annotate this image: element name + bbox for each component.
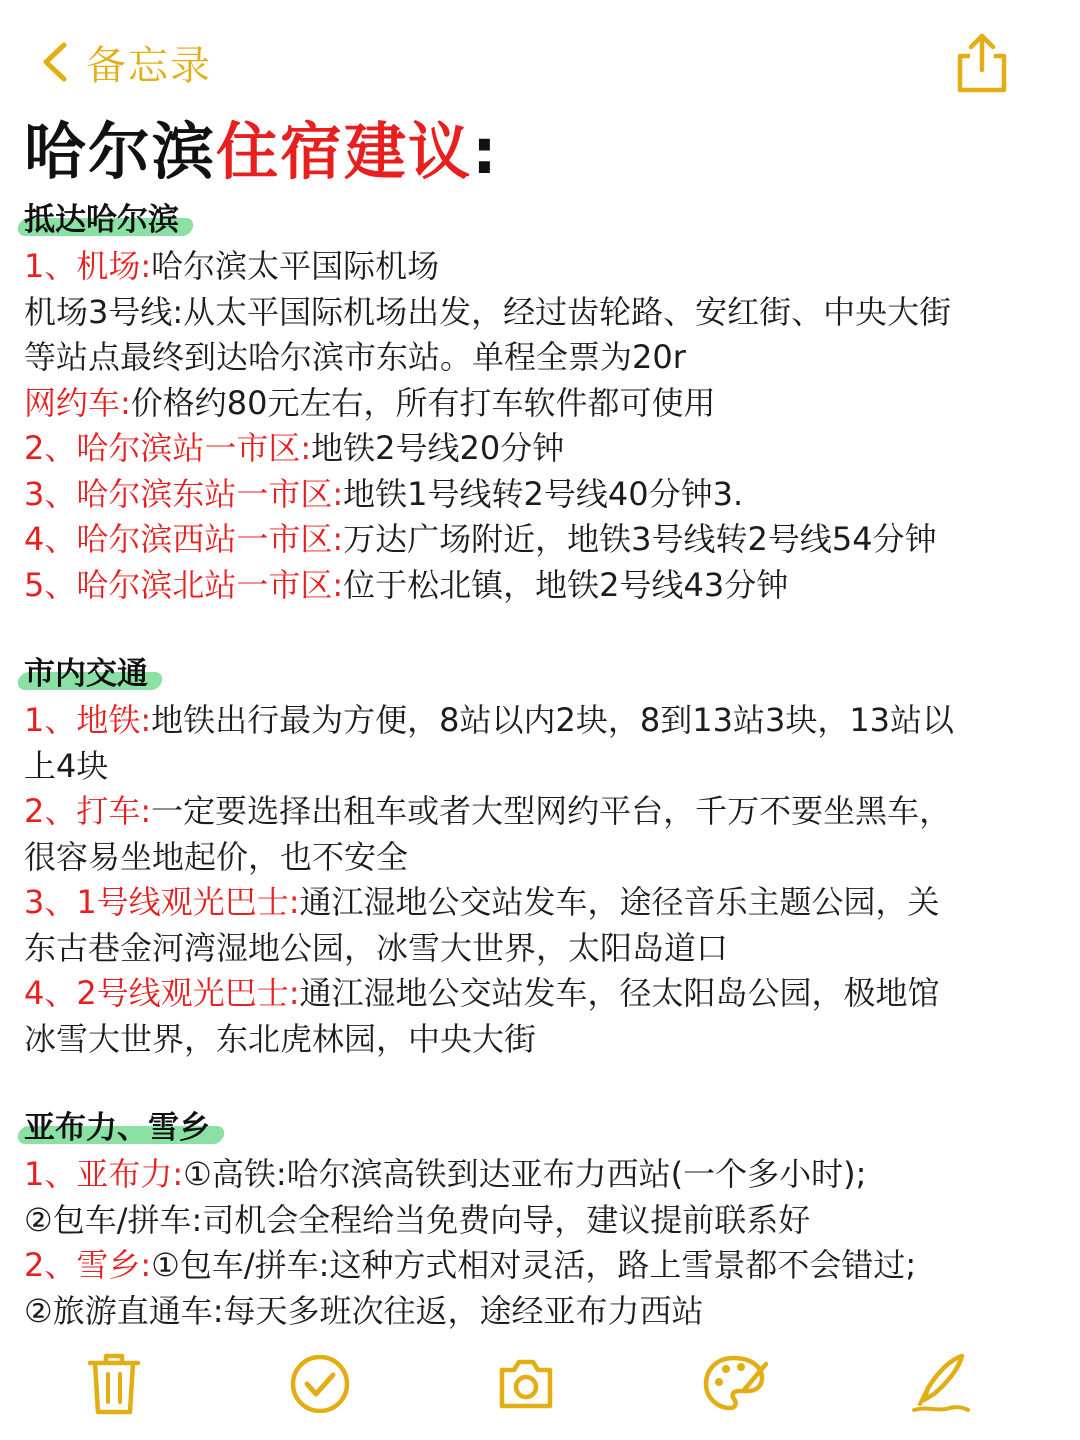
- paragraph-line: 东古巷金河湾湿地公园，冰雪大世界，太阳岛道口: [24, 928, 729, 967]
- checklist-button[interactable]: [286, 1346, 354, 1422]
- palette-icon: [700, 1346, 768, 1422]
- paragraph-line: ②旅游直通车:每天多班次往返，途经亚布力西站: [24, 1291, 704, 1330]
- top-bar: [0, 0, 1080, 120]
- back-button[interactable]: [38, 38, 212, 89]
- chevron-left-icon: [38, 40, 72, 84]
- section-heading-yabuli: 亚布力、雪乡: [24, 1104, 210, 1152]
- paragraph-line: 1、亚布力:①高铁:哈尔滨高铁到达亚布力西站(一个多小时);: [24, 1155, 867, 1193]
- paragraph-line: 3、1号线观光巴士:通江湿地公交站发车，途径音乐主题公园，关: [24, 883, 940, 921]
- share-icon: [950, 30, 1014, 96]
- title-suffix: :: [472, 115, 499, 188]
- paragraph-line: 2、打车:一定要选择出租车或者大型网约平台，千万不要坐黑车，: [24, 792, 952, 830]
- paragraph-line: 机场3号线:从太平国际机场出发，经过齿轮路、安红街、中央大街: [24, 292, 952, 331]
- title-highlight: 住宿建议: [216, 115, 473, 188]
- markup-button[interactable]: [700, 1346, 768, 1422]
- paragraph-line: 4、2号线观光巴士:通江湿地公交站发车，径太阳岛公园，极地馆: [24, 974, 940, 1012]
- paragraph-line: 上4块: [24, 746, 109, 785]
- paragraph-line: 1、地铁:地铁出行最为方便，8站以内2块，8到13站3块，13站以: [24, 701, 955, 739]
- paragraph-line: 等站点最终到达哈尔滨市东站。单程全票为20r: [24, 338, 686, 376]
- paragraph-line: 2、雪乡:①包车/拼车:这种方式相对灵活，路上雪景都不会错过;: [24, 1246, 917, 1284]
- checkmark-circle-icon: [286, 1346, 354, 1422]
- back-label: 备忘录: [86, 42, 212, 89]
- paragraph-line: 网约车:价格约80元左右，所有打车软件都可使用: [24, 383, 716, 422]
- paragraph-line: 4、哈尔滨西站一市区:万达广场附近，地铁3号线转2号线54分钟: [24, 520, 937, 558]
- pen-icon: [906, 1346, 974, 1422]
- paragraph-line: ②包车/拼车:司机会全程给当免费向导，建议提前联系好: [24, 1200, 811, 1239]
- section-heading-transit: 市内交通: [24, 650, 148, 698]
- paragraph-line: 2、哈尔滨站一市区:地铁2号线20分钟: [24, 429, 565, 467]
- share-button[interactable]: [950, 30, 1014, 96]
- paragraph-line: 很容易坐地起价，也不安全: [24, 837, 409, 876]
- camera-icon: [492, 1346, 560, 1422]
- note-content[interactable]: [24, 112, 1054, 1334]
- paragraph-line: 3、哈尔滨东站一市区:地铁1号线转2号线40分钟3.: [24, 474, 744, 513]
- paragraph-line: 5、哈尔滨北站一市区:位于松北镇，地铁2号线43分钟: [24, 565, 789, 604]
- note-title: [24, 112, 1054, 196]
- camera-button[interactable]: [492, 1346, 560, 1422]
- trash-icon: [80, 1346, 148, 1422]
- compose-button[interactable]: [906, 1346, 974, 1422]
- paragraph-line: 1、机场:哈尔滨太平国际机场: [24, 247, 440, 285]
- delete-button[interactable]: [80, 1346, 148, 1422]
- bottom-toolbar: [0, 1346, 1080, 1426]
- paragraph-line: 冰雪大世界，东北虎林园，中央大街: [24, 1019, 537, 1058]
- title-prefix: 哈尔滨: [24, 115, 217, 188]
- section-heading-arrive: 抵达哈尔滨: [24, 196, 179, 244]
